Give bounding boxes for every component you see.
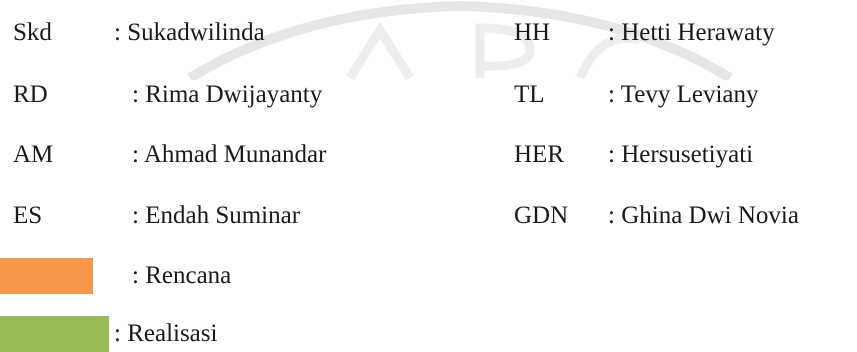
abbr-code-rd: RD (13, 81, 48, 108)
abbr-code-am: AM (13, 141, 54, 168)
abbr-name-skd: : Sukadwilinda (114, 19, 265, 46)
swatch-rencana (0, 258, 93, 294)
abbr-code-tl: TL (514, 81, 545, 108)
legend-label-rencana: : Rencana (132, 262, 232, 289)
swatch-realisasi (0, 316, 109, 352)
abbr-name-am: : Ahmad Munandar (132, 141, 327, 168)
abbr-name-tl: : Tevy Leviany (608, 81, 759, 108)
abbr-code-gdn: GDN (514, 202, 569, 229)
abbr-name-es: : Endah Suminar (132, 202, 301, 229)
abbr-code-hh: HH (514, 19, 551, 46)
legend-label-realisasi: : Realisasi (114, 320, 218, 347)
abbr-name-gdn: : Ghina Dwi Novia (608, 202, 799, 229)
abbr-name-rd: : Rima Dwijayanty (132, 81, 323, 108)
abbr-code-her: HER (514, 141, 564, 168)
abbr-code-skd: Skd (13, 19, 52, 46)
abbr-name-hh: : Hetti Herawaty (608, 19, 775, 46)
abbr-code-es: ES (13, 202, 43, 229)
abbr-name-her: : Hersusetiyati (608, 141, 754, 168)
